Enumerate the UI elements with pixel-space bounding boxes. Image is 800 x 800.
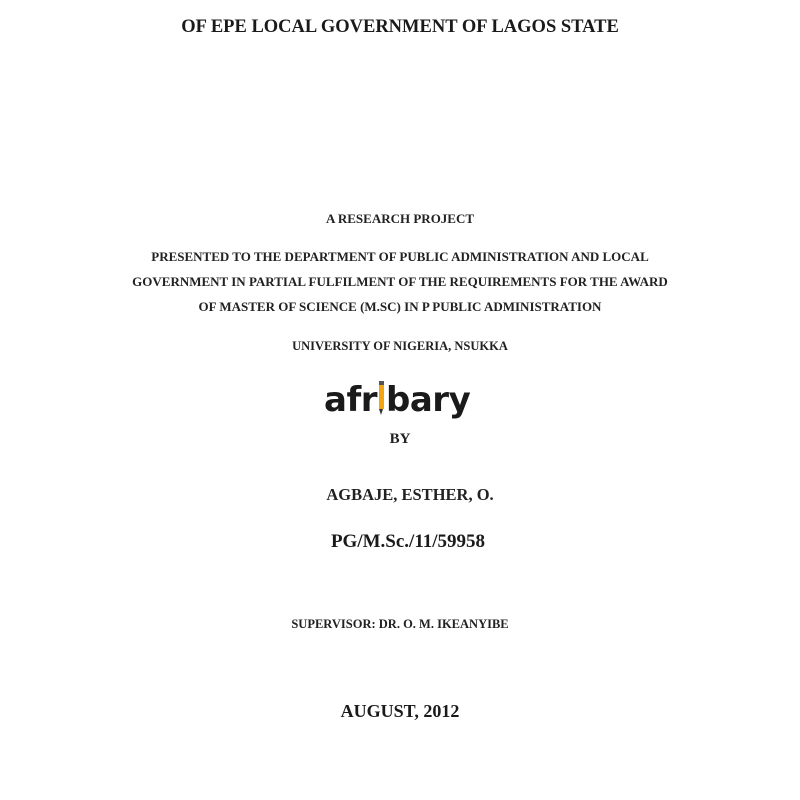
presented-line-2: GOVERNMENT IN PARTIAL FULFILMENT OF THE REQUIREMENTS FOR THE AWARD <box>132 274 668 289</box>
presented-line-1: PRESENTED TO THE DEPARTMENT OF PUBLIC ADMINISTRATION AND LOCAL <box>151 249 649 264</box>
afribary-watermark-logo <box>324 380 476 424</box>
by-label: BY <box>389 431 411 447</box>
author-name: AGBAJE, ESTHER, O. <box>326 485 494 504</box>
registration-number: PG/M.Sc./11/59958 <box>330 531 486 552</box>
thesis-title-tail: OF EPE LOCAL GOVERNMENT OF LAGOS STATE <box>181 17 619 37</box>
university-name: UNIVERSITY OF NIGERIA, NSUKKA <box>292 339 508 353</box>
project-type: A RESEARCH PROJECT <box>325 211 475 226</box>
submission-date: AUGUST, 2012 <box>340 701 460 721</box>
logo-text-right: bary <box>386 380 471 420</box>
supervisor: SUPERVISOR: DR. O. M. IKEANYIBE <box>291 617 509 631</box>
presented-line-3: OF MASTER OF SCIENCE (M.SC) IN P PUBLIC ADMINISTRATION <box>198 299 602 314</box>
logo-text-left: afr <box>324 380 378 420</box>
pencil-icon <box>378 381 385 415</box>
